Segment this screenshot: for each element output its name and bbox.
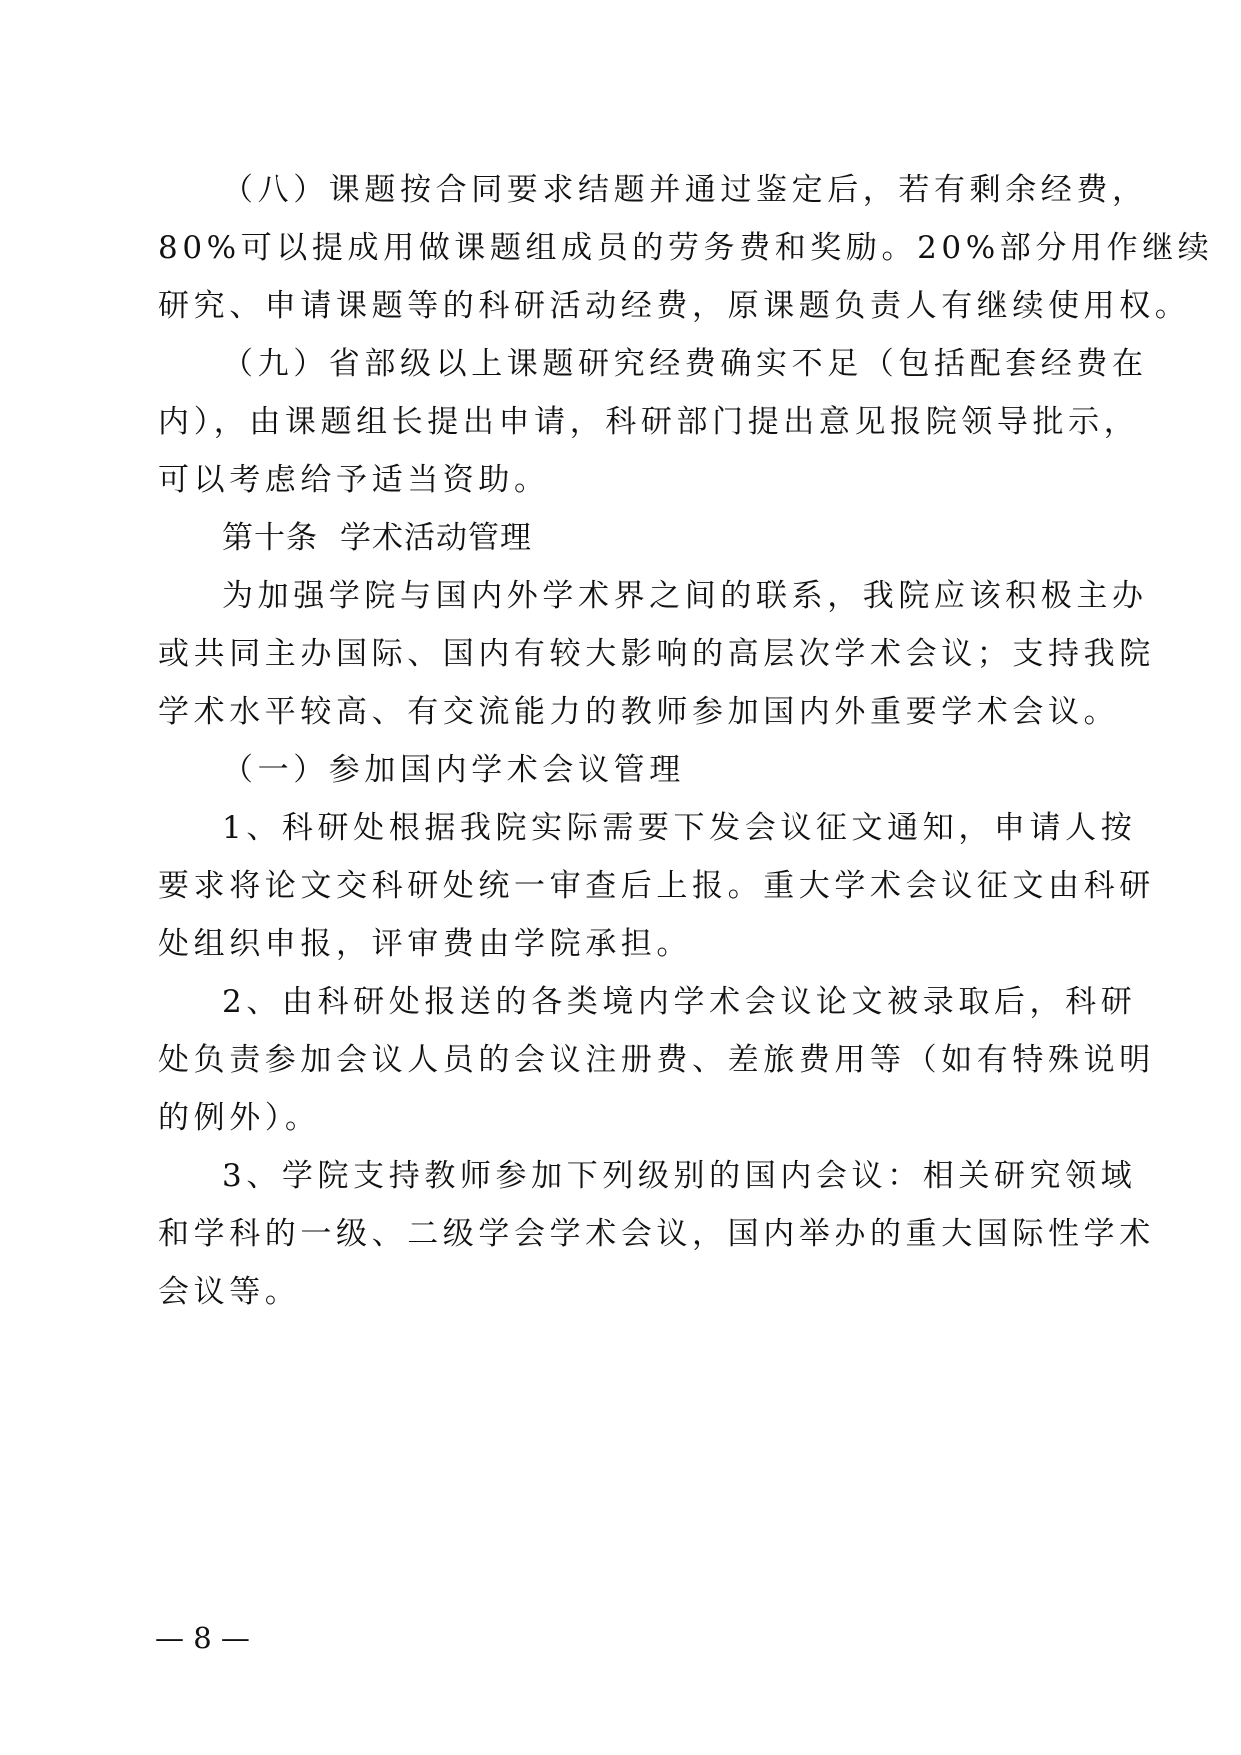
paragraph-line: 内），由课题组长提出申请，科研部门提出意见报院领导批示， [158, 404, 1140, 440]
paragraph-line: （九）省部级以上课题研究经费确实不足（包括配套经费在 [222, 346, 1148, 382]
section-heading [222, 518, 532, 558]
paragraph-line: 研究、申请课题等的科研活动经费，原课题负责人有继续使用权。 [158, 288, 1191, 324]
paragraph-line: 处组织申报，评审费由学院承担。 [158, 926, 692, 962]
section-heading-title: 学术活动管理 [340, 520, 532, 556]
paragraph-line: 为加强学院与国内外学术界之间的联系，我院应该积极主办 [222, 578, 1148, 614]
paragraph-line: 会议等。 [158, 1274, 301, 1310]
paragraph-line: 80%可以提成用做课题组成员的劳务费和奖励。20%部分用作继续 [158, 230, 1214, 266]
paragraph-line: （八）课题按合同要求结题并通过鉴定后，若有剩余经费， [222, 172, 1148, 208]
paragraph-line: 的例外）。 [158, 1100, 321, 1136]
paragraph-line: 学术水平较高、有交流能力的教师参加国内外重要学术会议。 [158, 694, 1120, 730]
paragraph-line: 1、科研处根据我院实际需要下发会议征文通知，申请人按 [222, 810, 1137, 846]
paragraph-line: 和学科的一级、二级学会学术会议，国内举办的重大国际性学术 [158, 1216, 1155, 1252]
page-number: — 8 — [155, 1621, 250, 1655]
paragraph-line: 3、学院支持教师参加下列级别的国内会议：相关研究领域 [222, 1158, 1137, 1194]
subsection-heading: （一）参加国内学术会议管理 [222, 752, 685, 788]
paragraph-line: 要求将论文交科研处统一审查后上报。重大学术会议征文由科研 [158, 868, 1155, 904]
paragraph-line: 2、由科研处报送的各类境内学术会议论文被录取后，科研 [222, 984, 1137, 1020]
paragraph-line: 或共同主办国际、国内有较大影响的高层次学术会议；支持我院 [158, 636, 1155, 672]
paragraph-line: 可以考虑给予适当资助。 [158, 462, 550, 498]
section-heading-number: 第十条 [222, 520, 318, 556]
paragraph-line: 处负责参加会议人员的会议注册费、差旅费用等（如有特殊说明 [158, 1042, 1155, 1078]
